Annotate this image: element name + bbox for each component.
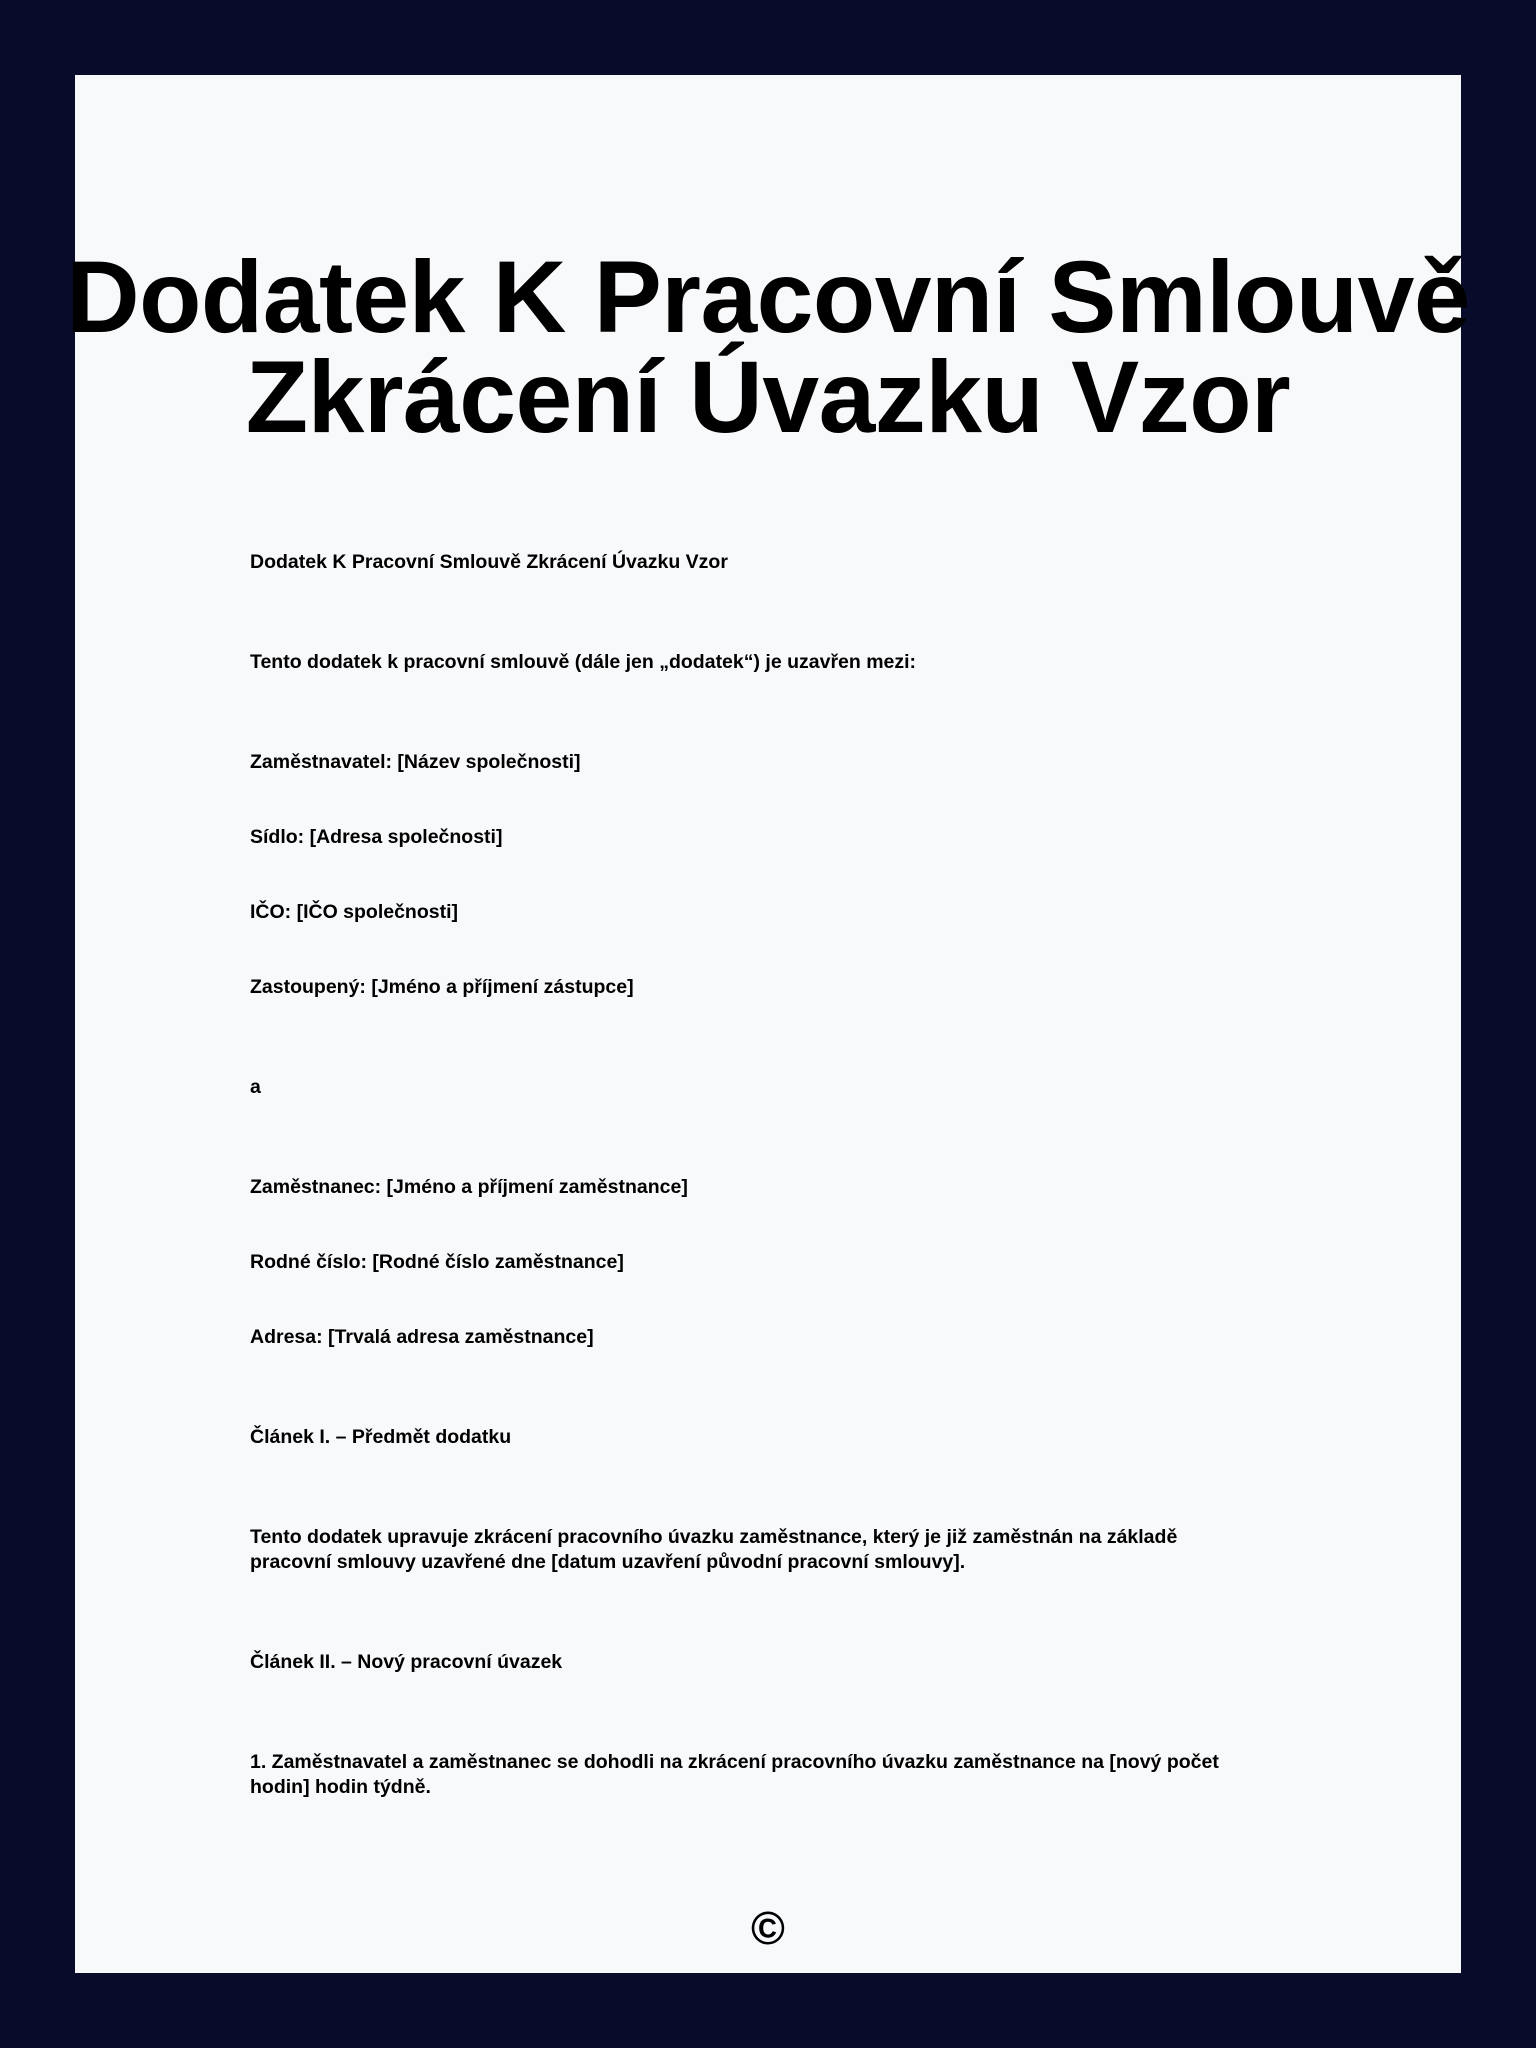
document-title	[0, 240, 1536, 454]
title-line-1: Dodatek K Pracovní Smlouvě	[65, 240, 1471, 354]
employer-name: Zaměstnavatel: [Název společnosti]	[250, 751, 581, 773]
employer-seat: Sídlo: [Adresa společnosti]	[250, 826, 503, 848]
intro-paragraph: Tento dodatek k pracovní smlouvě (dále jen „dodatek“) je uzavřen mezi:	[250, 651, 917, 673]
article-2-item-1-line-2: hodin] hodin týdně.	[250, 1776, 431, 1798]
article-1-heading: Článek I. – Předmět dodatku	[250, 1426, 512, 1448]
article-1-text-line-1: Tento dodatek upravuje zkrácení pracovního úvazku zaměstnance, který je již zaměstnán na základě	[250, 1526, 1178, 1548]
copyright-symbol: ©	[751, 1902, 785, 1954]
article-1-text-line-2: pracovní smlouvy uzavřené dne [datum uzavření původní pracovní smlouvy].	[250, 1551, 966, 1573]
conjunction: a	[250, 1076, 261, 1098]
employer-representative: Zastoupený: [Jméno a příjmení zástupce]	[250, 976, 634, 998]
title-line-2: Zkrácení Úvazku Vzor	[245, 340, 1291, 454]
employer-ico: IČO: [IČO společnosti]	[250, 901, 459, 923]
employee-birth-number: Rodné číslo: [Rodné číslo zaměstnance]	[250, 1251, 624, 1273]
employee-name: Zaměstnanec: [Jméno a příjmení zaměstnance]	[250, 1176, 688, 1198]
document-heading: Dodatek K Pracovní Smlouvě Zkrácení Úvazku Vzor	[250, 551, 728, 573]
article-2-heading: Článek II. – Nový pracovní úvazek	[250, 1651, 563, 1673]
employee-address: Adresa: [Trvalá adresa zaměstnance]	[250, 1326, 594, 1348]
article-2-item-1-line-1: 1. Zaměstnavatel a zaměstnanec se dohodli na zkrácení pracovního úvazku zaměstnance na [nový počet	[250, 1751, 1219, 1773]
